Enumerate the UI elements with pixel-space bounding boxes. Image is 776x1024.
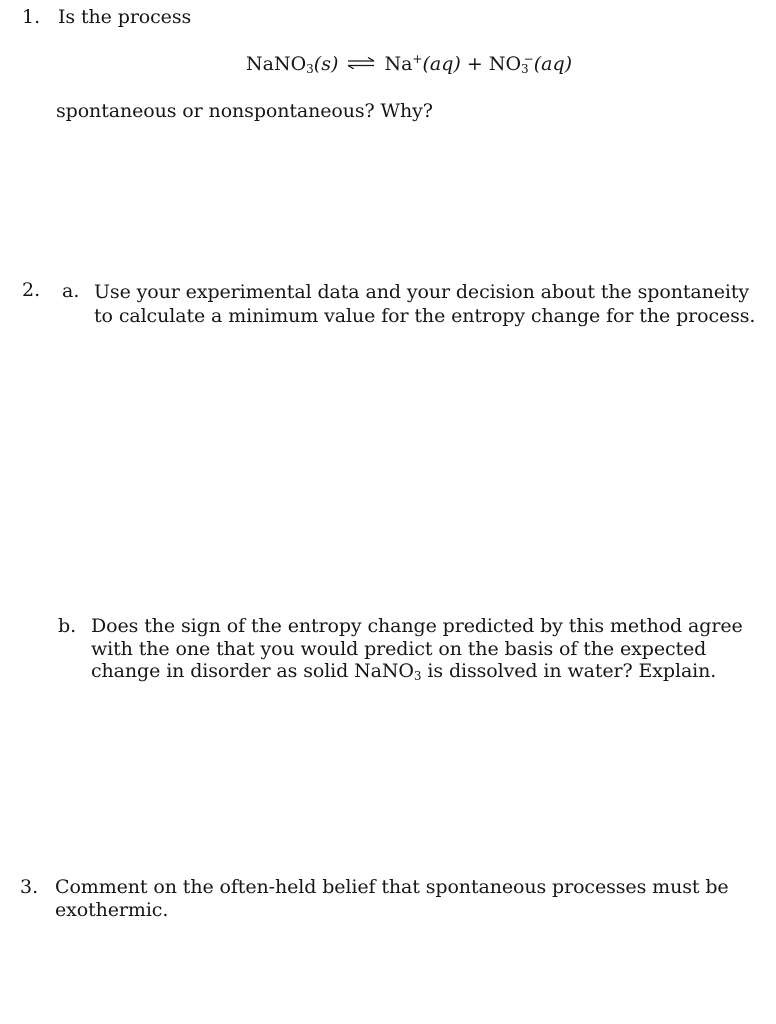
equation-anion-subscript: 3 bbox=[521, 62, 529, 76]
equilibrium-arrow-icon bbox=[346, 57, 376, 69]
question-2b-line-3-pre: change in disorder as solid NaNO bbox=[91, 660, 414, 682]
question-2b-line-1: Does the sign of the entropy change predicted by this method agree bbox=[91, 615, 743, 637]
question-2b-line-3 bbox=[91, 659, 716, 683]
equation-plus: + bbox=[466, 53, 483, 75]
equation-cation-state: (aq) bbox=[422, 53, 461, 75]
equation-reactant-subscript: 3 bbox=[306, 62, 314, 76]
equation-reactant: NaNO bbox=[246, 53, 307, 75]
question-3-line-1: Comment on the often-held belief that spontaneous processes must be bbox=[55, 876, 729, 898]
question-2a-label: a. bbox=[62, 280, 80, 302]
question-2b-line-3-post: is dissolved in water? Explain. bbox=[421, 660, 717, 682]
question-2a-line-2: to calculate a minimum value for the entropy change for the process. bbox=[94, 305, 756, 327]
question-2-number: 2. bbox=[22, 279, 41, 301]
equation-anion-state: (aq) bbox=[533, 53, 573, 75]
equation-anion-charge: − bbox=[523, 52, 534, 66]
question-3-number: 3. bbox=[20, 876, 39, 898]
equation-cation-charge: + bbox=[412, 52, 423, 66]
equation-cation: Na bbox=[384, 53, 413, 75]
question-2b-line-3-subscript: 3 bbox=[413, 669, 422, 683]
question-2b-label: b. bbox=[58, 615, 77, 637]
question-1-number: 1. bbox=[22, 6, 41, 28]
question-1-text: spontaneous or nonspontaneous? Why? bbox=[56, 100, 433, 122]
chemical-equation bbox=[246, 52, 572, 76]
equation-anion: NO bbox=[488, 53, 522, 75]
question-1-intro: Is the process bbox=[58, 6, 192, 28]
equation-reactant-state: (s) bbox=[313, 53, 339, 75]
question-3-line-2: exothermic. bbox=[55, 899, 169, 921]
question-2a-line-1: Use your experimental data and your decision about the spontaneity bbox=[94, 281, 750, 303]
question-2b-line-2: with the one that you would predict on the basis of the expected bbox=[91, 638, 707, 660]
